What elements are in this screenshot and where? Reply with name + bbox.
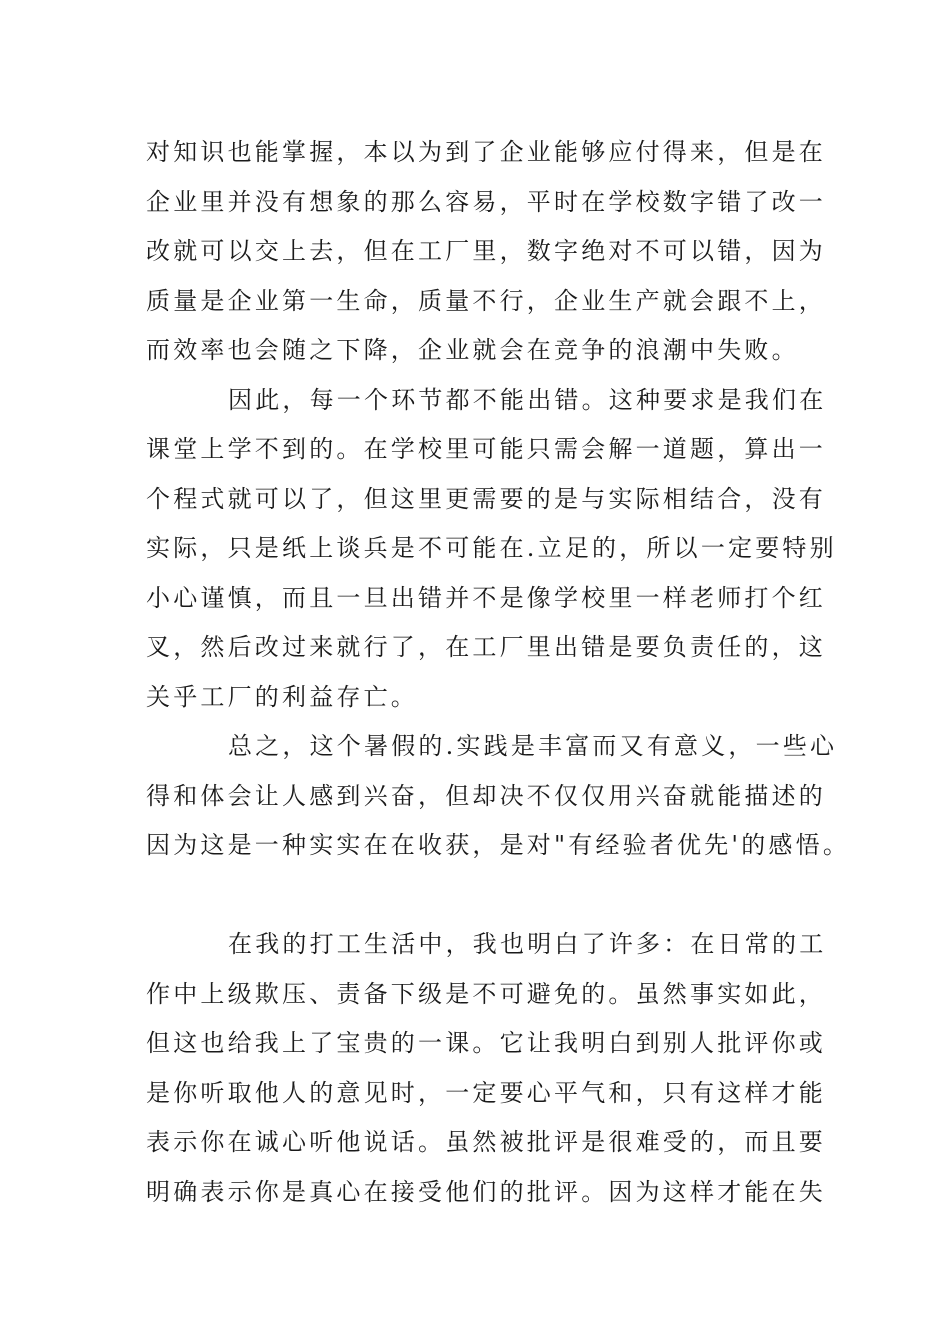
- text-line: 叉，然后改过来就行了，在工厂里出错是要负责任的，这: [146, 633, 826, 661]
- paragraph-1: [146, 128, 826, 376]
- paragraph-4: [146, 920, 826, 1217]
- text-line: 总之，这个暑假的.实践是丰富而又有意义，一些心: [228, 732, 838, 760]
- text-line: 明确表示你是真心在接受他们的批评。因为这样才能在失: [146, 1177, 826, 1206]
- paragraph-3: [146, 722, 851, 871]
- text-line: 小心谨慎，而且一旦出错并不是像学校里一样老师打个红: [146, 583, 826, 612]
- text-line: 表示你在诚心听他说话。虽然被批评是很难受的，而且要: [146, 1128, 826, 1156]
- text-line: 但这也给我上了宝贵的一课。它让我明白到别人批评你或: [146, 1029, 826, 1057]
- text-line: 是你听取他人的意见时，一定要心平气和，只有这样才能: [146, 1078, 826, 1107]
- text-line: 得和体会让人感到兴奋，但却决不仅仅用兴奋就能描述的: [146, 781, 826, 810]
- document-body: [146, 128, 851, 1217]
- paragraph-2: [146, 376, 837, 723]
- text-line: 作中上级欺压、责备下级是不可避免的。虽然事实如此，: [146, 979, 826, 1008]
- text-line: 因此，每一个环节都不能出错。这种要求是我们在: [228, 385, 827, 414]
- text-line: 对知识也能掌握，本以为到了企业能够应付得来，但是在: [146, 138, 826, 166]
- text-line: 改就可以交上去，但在工厂里，数字绝对不可以错，因为: [146, 237, 826, 265]
- text-line: 在我的打工生活中，我也明白了许多：在日常的工: [228, 930, 827, 958]
- text-line: 实际，只是纸上谈兵是不可能在.立足的，所以一定要特别: [146, 534, 837, 562]
- text-line: 因为这是一种实实在在收获，是对"有经验者优先'的感悟。: [146, 831, 851, 859]
- text-line: 企业里并没有想象的那么容易，平时在学校数字错了改一: [146, 187, 826, 216]
- text-line: 质量是企业第一生命，质量不行，企业生产就会跟不上，: [146, 286, 826, 315]
- paragraph-spacer: [146, 871, 826, 921]
- text-line: 而效率也会随之下降，企业就会在竞争的浪潮中失败。: [146, 336, 799, 364]
- text-line: 课堂上学不到的。在学校里可能只需会解一道题，算出一: [146, 435, 826, 463]
- text-line: 个程式就可以了，但这里更需要的是与实际相结合，没有: [146, 484, 826, 513]
- text-line: 关乎工厂的利益存亡。: [146, 682, 418, 711]
